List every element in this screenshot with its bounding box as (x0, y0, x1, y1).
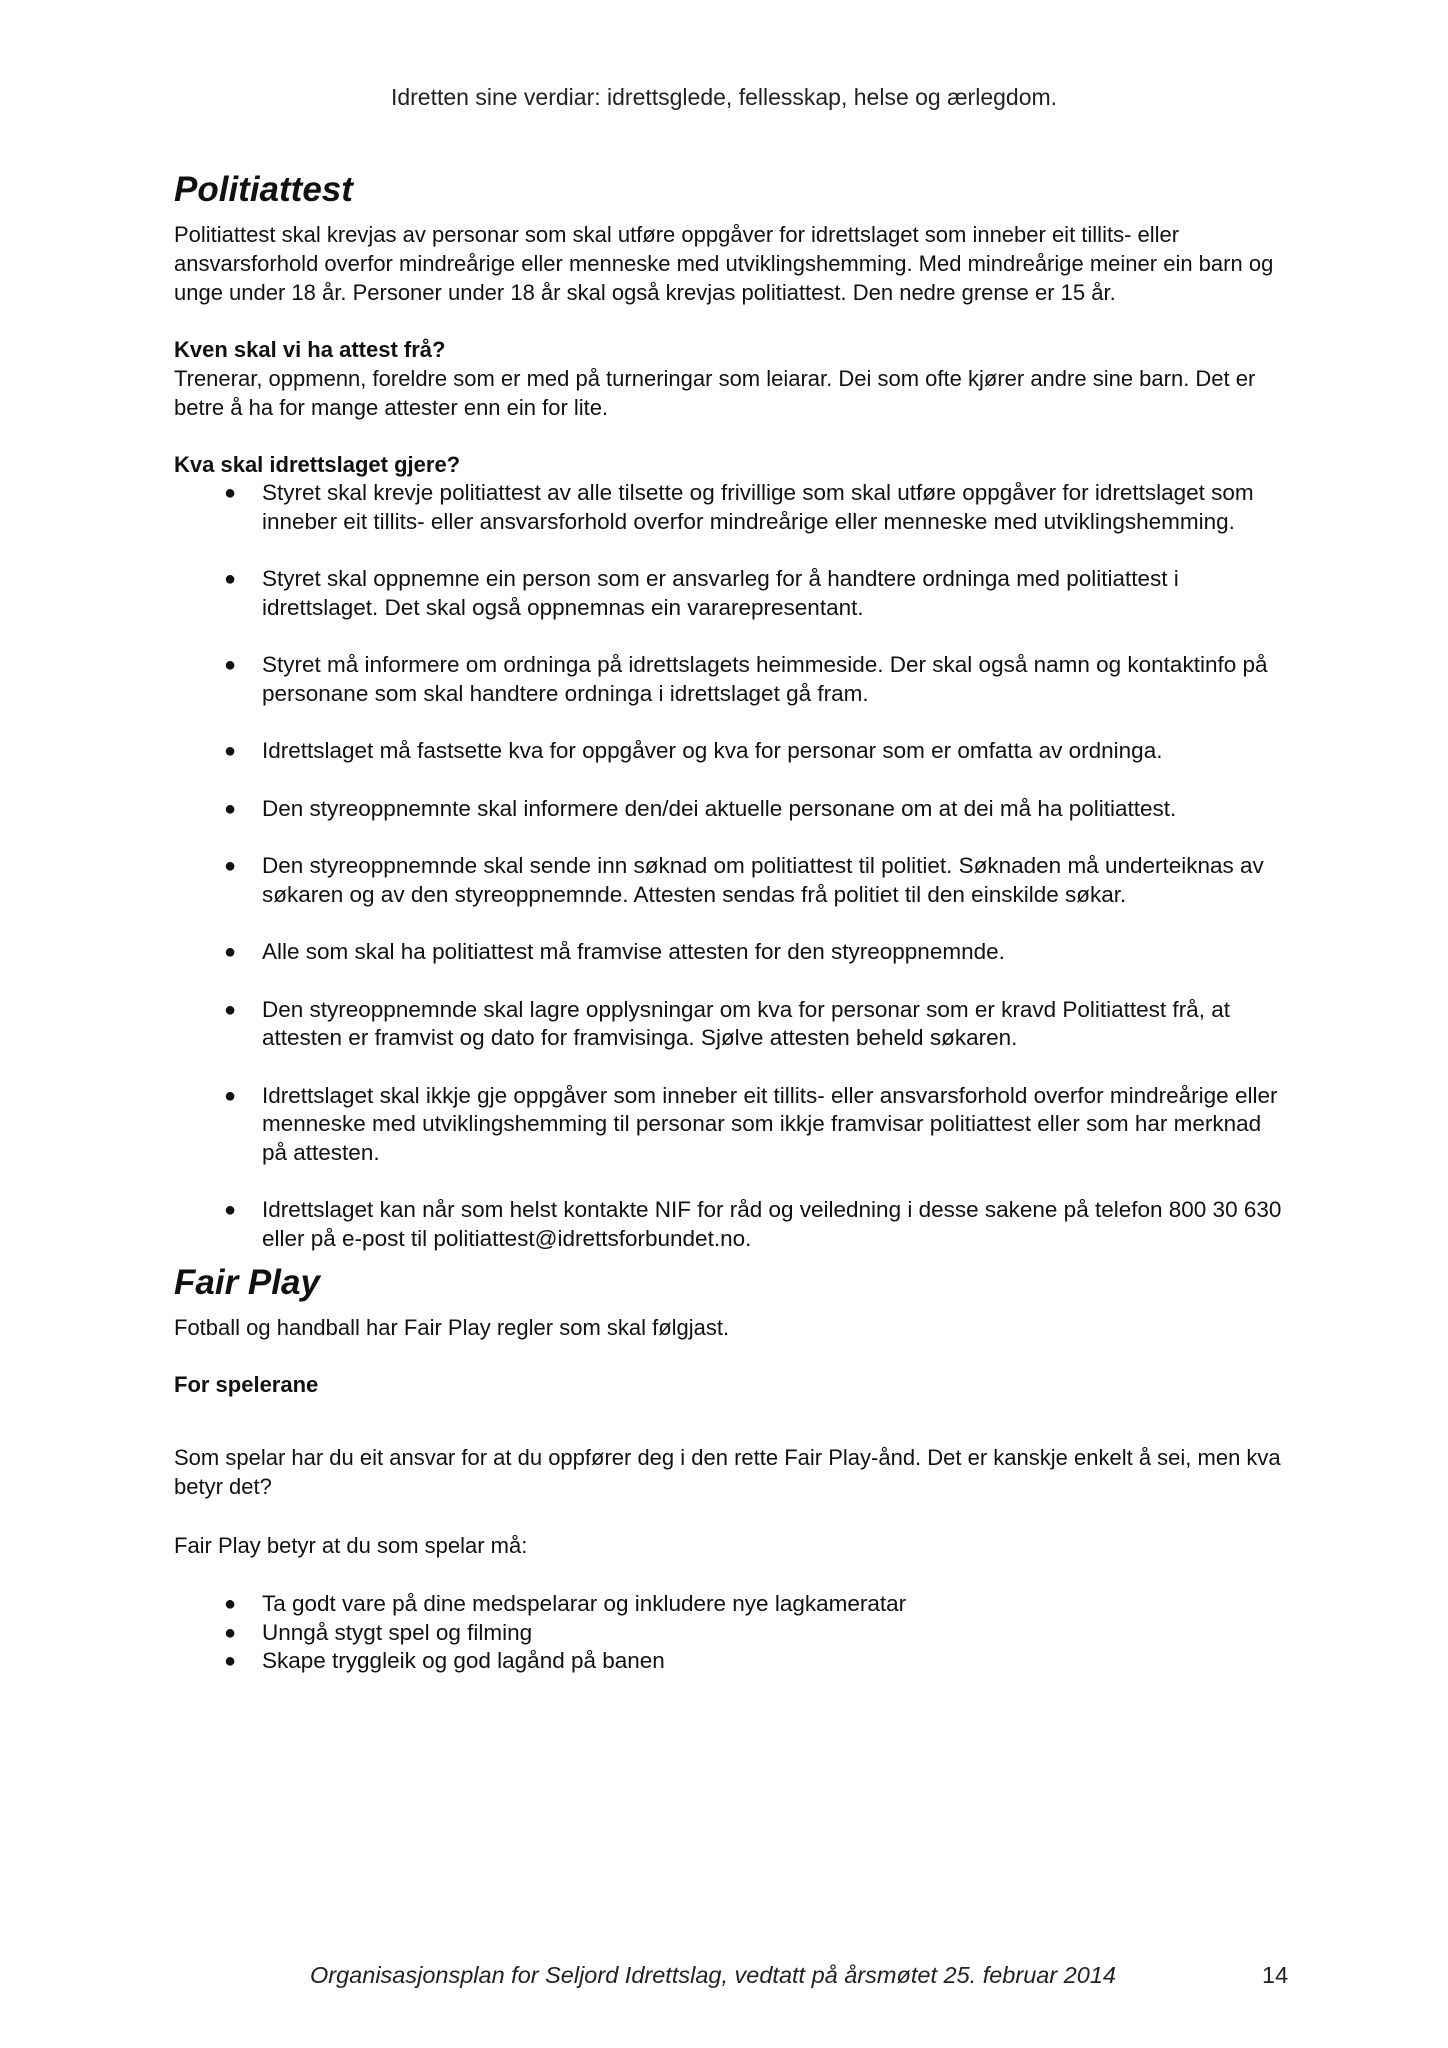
list-item: ● Idrettslaget må fastsette kva for oppgåver og kva for personar som er omfatta av ordninga. (174, 737, 1284, 766)
list-item: ● Den styreoppnemnde skal lagre opplysningar om kva for personar som er kravd Politiattest frå, at attesten er framvist og dato for framvisinga. Sjølve attesten beheld søkaren. (224, 996, 1230, 1050)
list-item: ● Styret skal krevje politiattest av alle tilsette og frivillige som skal utføre oppgåver for idrettslaget som inneber eit tillits- eller ansvarsforhold overfor mindreårige eller menneske med utviklingshemming. (224, 480, 1254, 534)
section-title-fair-play: Fair Play (174, 1263, 320, 1302)
list-item: ● Idrettslaget kan når som helst kontakte NIF for råd og veiledning i desse sakene på telefon 800 30 630 eller på e-post til politiattest@idrettsforbundet.no. (224, 1197, 1282, 1251)
bullet-icon: ● (224, 1199, 237, 1221)
kven-heading: Kven skal vi ha attest frå? (174, 337, 446, 362)
list-item: ● Den styreoppnemnde skal sende inn søknad om politiattest til politiet. Søknaden må underteiknas av søkaren og av den styreoppnemnde. Attesten sendas frå politiet til den einskilde søkar. (224, 853, 1264, 907)
politiattest-list (174, 479, 1284, 1253)
bullet-icon: ● (224, 740, 237, 762)
bullet-icon: ● (224, 482, 237, 504)
document-body (174, 168, 1284, 1676)
bullet-icon: ● (224, 1084, 237, 1107)
bullet-icon: ● (224, 797, 237, 820)
bullet-icon: ● (224, 1593, 237, 1615)
fairplay-intro: Fotball og handball har Fair Play regler som skal følgjast. (174, 1315, 730, 1340)
spelerane-heading: For spelerane (174, 1372, 319, 1397)
bullet-icon: ● (224, 1621, 237, 1644)
list-item: ● Ta godt vare på dine medspelarar og inkludere nye lagkameratar (174, 1590, 1284, 1619)
list-item: ● Skape tryggleik og god lagånd på banen (174, 1647, 1284, 1676)
list-item: ● Styret skal oppnemne ein person som er ansvarleg for å handtere ordninga med politiattest i idrettslaget. Det skal også oppnemnas ein vararepresentant. (224, 566, 1179, 620)
page-header: Idretten sine verdiar: idrettsglede, fellesskap, helse og ærlegdom. (390, 84, 1058, 110)
fairplay-betyr-text: Fair Play betyr at du som spelar må: (174, 1533, 528, 1558)
list-item: ● Styret må informere om ordninga på idrettslagets heimmeside. Der skal også namn og kontaktinfo på personane som skal handtere ordninga i idrettslaget gå fram. (224, 652, 1268, 706)
list-item: ● Unngå stygt spel og filming (174, 1619, 1284, 1648)
page-footer: Organisasjonsplan for Seljord Idrettslag, vedtatt på årsmøtet 25. februar 2014 (310, 1962, 1116, 1988)
list-item: ● Alle som skal ha politiattest må framvise attesten for den styreoppnemnde. (174, 938, 1284, 967)
section-title-politiattest: Politiattest (174, 170, 353, 209)
bullet-icon: ● (224, 998, 237, 1021)
kva-heading: Kva skal idrettslaget gjere? (174, 452, 461, 477)
list-item: ● Den styreoppnemnte skal informere den/dei aktuelle personane om at dei må ha politiattest. (174, 795, 1284, 824)
bullet-icon: ● (224, 941, 237, 963)
spelar-text: Som spelar har du eit ansvar for at du oppfører deg i den rette Fair Play-ånd. Det er kanskje enkelt å sei, men kva betyr det? (174, 1445, 1281, 1499)
bullet-icon: ● (224, 654, 237, 676)
fairplay-list (174, 1590, 1284, 1676)
bullet-icon: ● (224, 855, 237, 877)
bullet-icon: ● (224, 568, 237, 590)
page-number: 14 (1262, 1962, 1289, 1988)
kven-text: Trenerar, oppmenn, foreldre som er med på turneringar som leiarar. Dei som ofte kjører andre sine barn. Det er betre å ha for mange attester enn ein for lite. (174, 366, 1256, 420)
politiattest-intro: Politiattest skal krevjas av personar som skal utføre oppgåver for idrettslaget som inneber eit tillits- eller ansvarsforhold overfor mindreårige eller menneske med utviklingshemming. Med mindreårige meiner ein barn og unge under 18 år. Personer under 18 år skal også krevjas politiattest. Den nedre grense er 15 år. (174, 222, 1274, 305)
list-item: ● Idrettslaget skal ikkje gje oppgåver som inneber eit tillits- eller ansvarsforhold overfor mindreårige eller menneske med utviklingshemming til personar som ikkje framvisar politiattest eller som har merknad på attesten. (224, 1082, 1278, 1165)
bullet-icon: ● (224, 1650, 237, 1672)
